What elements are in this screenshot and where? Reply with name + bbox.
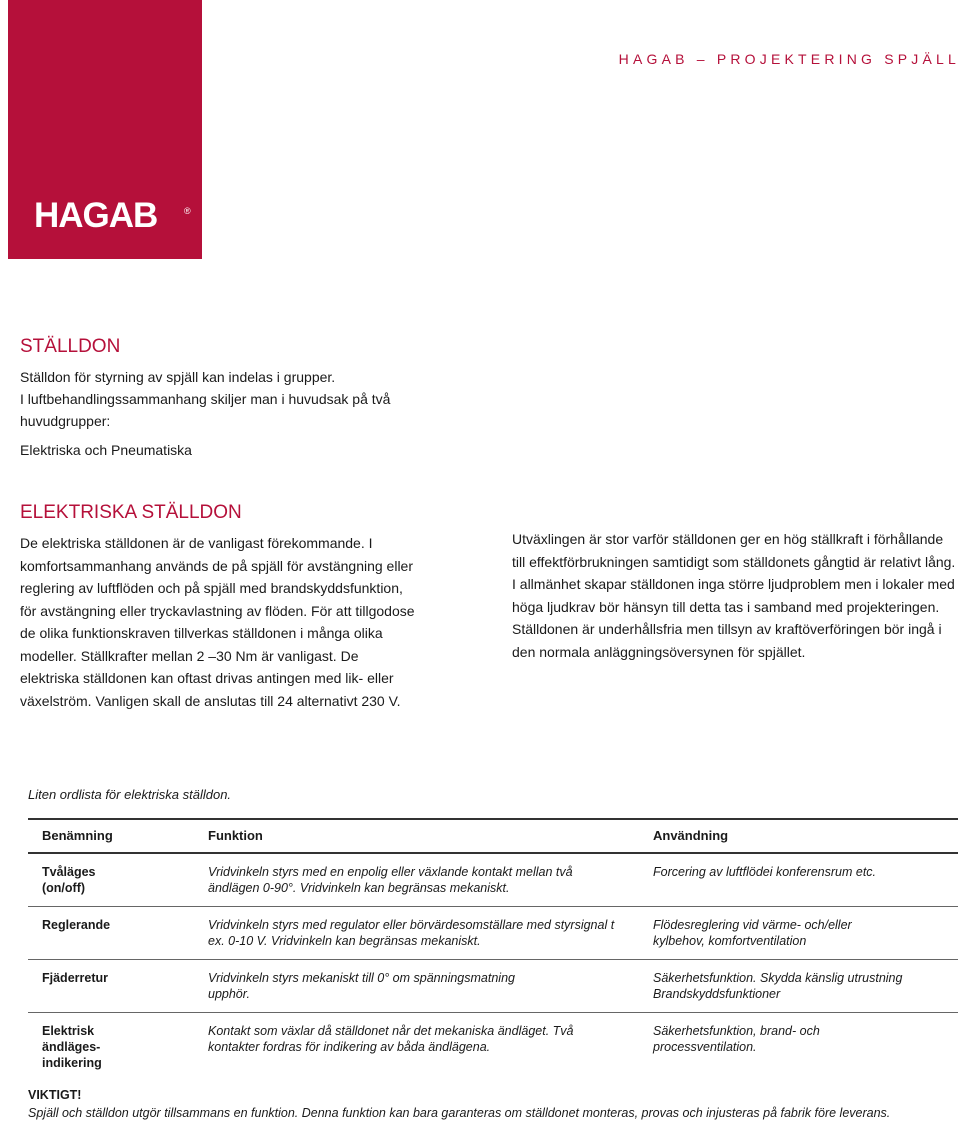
column-header-name: Benämning: [42, 828, 113, 843]
brand-logo-block: [8, 0, 202, 259]
row-divider: [28, 959, 958, 960]
row-divider: [28, 1012, 958, 1013]
column-header-function: Funktion: [208, 828, 263, 843]
table-top-rule: [28, 818, 958, 820]
table-row-1-function: Vridvinkeln styrs med en enpolig eller växlande kontakt mellan två ändlägen 0-90°. Vridvinkeln kan begränsas mekaniskt.: [208, 865, 573, 895]
table-row-3-name: Fjäderretur: [42, 971, 108, 985]
column-header-usage: Användning: [653, 828, 729, 843]
table-row-1-usage: Forcering av luftflödei konferensrum etc.: [653, 865, 877, 879]
intro-text: [20, 366, 440, 461]
registered-mark: ®: [184, 206, 191, 216]
table-caption: Liten ordlista för elektriska ställdon.: [28, 787, 232, 802]
running-title: HAGAB – PROJEKTERING SPJÄLL: [618, 51, 960, 67]
table-row-3-usage: Säkerhetsfunktion. Skydda känslig utrustning Brandskyddsfunktioner: [653, 971, 903, 1001]
table-row-2-function: Vridvinkeln styrs med regulator eller börvärdesomställare med styrsignal t ex. 0-10 V. Vridvinkeln kan begränsas mekaniskt.: [208, 918, 615, 948]
table-row-1-name: Tvåläges (on/off): [42, 865, 96, 895]
electric-paragraph-right: Utväxlingen är stor varför ställdonen ger en hög ställkraft i förhållande till effektförbrukningen samtidigt som ställdonets gångtid är relativt lång. I allmänhet skapar ställdonen inga större ljudproblem men i lokaler med höga ljudkrav bör hänsyn till detta tas i samband med projekteringen. Ställdonen är underhållsfria men tillsyn av kraftöverföringen bör ingå i den normala anläggningsöversynen för spjället.: [512, 531, 956, 660]
intro-line-2: I luftbehandlingssammanhang skiljer man i huvudsak på två huvudgrupper:: [20, 391, 391, 429]
intro-line-1: Ställdon för styrning av spjäll kan indelas i grupper.: [20, 369, 336, 385]
table-row-2-name: Reglerande: [42, 918, 111, 932]
electric-paragraph-left: De elektriska ställdonen är de vanligast förekommande. I komfortsammanhang används de på spjäll för avstängning eller reglering av luftflöden och på spjäll med brandskyddsfunktion, för avstängning eller tryckavlastning av flöden. För att tillgodose de olika funktionskraven tillverkas ställdonen i många olika modeller. Ställkrafter mellan 2 –30 Nm är vanligast. De elektriska ställdonen kan oftast drivas antingen med lik- eller växelström. Vanligen skall de anslutas till 24 alternativt 230 V.: [20, 535, 415, 709]
section-title-electric: ELEKTRISKA STÄLLDON: [20, 502, 242, 523]
table-row-4-name: Elektrisk ändläges-indikering: [42, 1024, 102, 1070]
important-text: Spjäll och ställdon utgör tillsammans en funktion. Denna funktion kan bara garanteras om ställdonet monteras, provas och injusteras på fabrik före leverans.: [28, 1106, 891, 1120]
table-row-4-function: Kontakt som växlar då ställdonet når det mekaniska ändläget. Två kontakter fordras för indikering av båda ändlägena.: [208, 1024, 574, 1054]
row-divider: [28, 906, 958, 907]
table-row-4-usage: Säkerhetsfunktion, brand- och processventilation.: [653, 1024, 820, 1054]
important-title: VIKTIGT!: [28, 1088, 82, 1102]
table-row-2-usage: Flödesreglering vid värme- och/eller kylbehov, komfortventilation: [653, 918, 852, 948]
brand-logo: HAGAB: [34, 196, 158, 235]
section-title-stalldon: STÄLLDON: [20, 336, 121, 357]
header-rule: [28, 852, 958, 854]
intro-line-3: Elektriska och Pneumatiska: [20, 442, 192, 458]
table-row-3-function: Vridvinkeln styrs mekaniskt till 0° om spänningsmatning upphör.: [208, 971, 515, 1001]
